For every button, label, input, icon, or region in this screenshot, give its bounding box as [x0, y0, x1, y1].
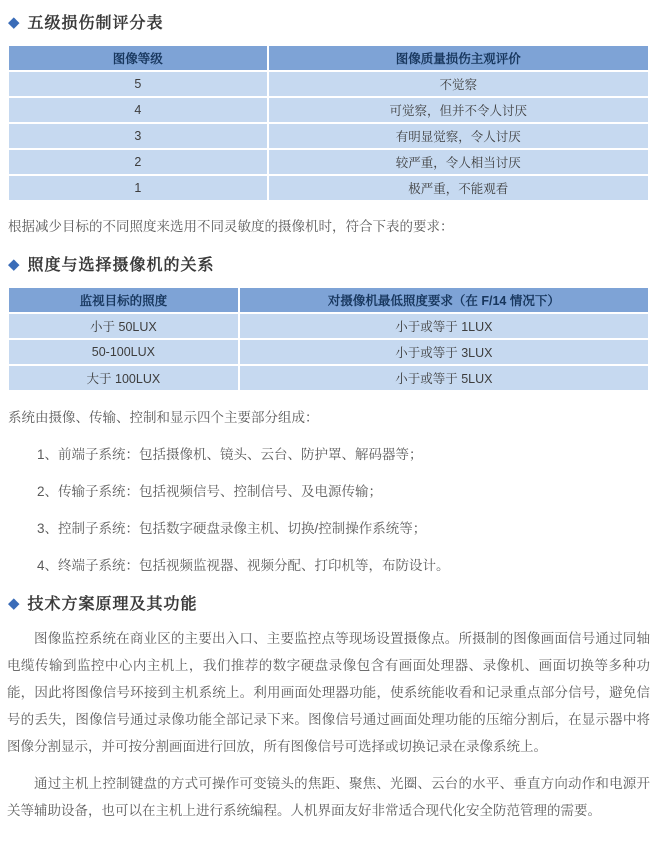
table-cell-evaluation: 可觉察，但并不令人讨厌: [268, 97, 649, 123]
section-title-damage-rating: [8, 10, 650, 33]
table-row: [8, 339, 649, 365]
table-cell-grade: 1: [8, 175, 268, 201]
list-item-transmission: 2、传输子系统：包括视频信号、控制信号、及电源传输；: [37, 484, 383, 499]
section-title-principle: [8, 591, 650, 614]
table-cell-lux: 小于 50LUX: [8, 313, 239, 339]
section-title-illuminance: [8, 252, 650, 275]
note-paragraph: 根据减少目标的不同照度来选用不同灵敏度的摄像机时，符合下表的要求：: [8, 219, 454, 234]
damage-rating-table: [7, 44, 650, 202]
table-cell-evaluation: 有明显觉察，令人讨厌: [268, 123, 649, 149]
subsystem-list: [7, 443, 650, 574]
table-cell-requirement: 小于或等于 1LUX: [239, 313, 649, 339]
table-header-cell: 图像等级: [8, 45, 268, 71]
principle-paragraph: 通过主机上控制键盘的方式可操作可变镜头的焦距、聚焦、光圈、云台的水平、垂直方向动作和电源开关等辅助设备，也可以在主机上进行系统编程。人机界面友好非常适合现代化安全防范管理的需要。: [7, 776, 650, 818]
list-item-front-end: 1、前端子系统：包括摄像机、镜头、云台、防护罩、解码器等；: [37, 447, 423, 462]
diamond-icon: ◆: [8, 13, 21, 31]
principle-paragraph: 图像监控系统在商业区的主要出入口、主要监控点等现场设置摄像点。所摄制的图像画面信号通过同轴电缆传输到监控中心内主机上，我们推荐的数字硬盘录像包含有画面处理器、录像机、画面切换等多种功能，因此将图像信号环接到主机系统上。利用画面处理器功能，使系统能收看和记录重点部分信号，避免信号的丢失，图像信号通过录像功能全部记录下来。图像信号通过画面处理功能的压缩分割后，在显示器中将图像分割显示，并可按分割画面进行回放，所有图像信号可选择或切换记录在录像系统上。: [7, 631, 650, 754]
table-row: [8, 365, 649, 391]
table-row: [8, 71, 649, 97]
table-row: [8, 149, 649, 175]
section-title-text: 五级损伤制评分表: [27, 15, 164, 32]
table-row: [8, 175, 649, 201]
diamond-icon: ◆: [8, 594, 21, 612]
table-row: [8, 313, 649, 339]
table-header-cell: 图像质量损伤主观评价: [268, 45, 649, 71]
table-cell-evaluation: 较严重，令人相当讨厌: [268, 149, 649, 175]
illuminance-camera-table: [7, 286, 650, 392]
table-header-row: [8, 287, 649, 313]
table-header-cell: 对摄像机最低照度要求（在 F/14 情况下）: [239, 287, 649, 313]
list-item-control: 3、控制子系统：包括数字硬盘录像主机、切换/控制操作系统等；: [37, 521, 427, 536]
list-item-terminal: 4、终端子系统：包括视频监视器、视频分配、打印机等，布防设计。: [37, 558, 450, 573]
table-cell-evaluation: 极严重，不能观看: [268, 175, 649, 201]
table-cell-requirement: 小于或等于 5LUX: [239, 365, 649, 391]
table-cell-lux: 50-100LUX: [8, 339, 239, 365]
table-cell-grade: 5: [8, 71, 268, 97]
table-cell-lux: 大于 100LUX: [8, 365, 239, 391]
diamond-icon: ◆: [8, 255, 21, 273]
table-cell-evaluation: 不觉察: [268, 71, 649, 97]
table-cell-grade: 4: [8, 97, 268, 123]
table-header-cell: 监视目标的照度: [8, 287, 239, 313]
section-title-text: 照度与选择摄像机的关系: [27, 257, 215, 274]
table-cell-grade: 2: [8, 149, 268, 175]
table-cell-grade: 3: [8, 123, 268, 149]
table-header-row: [8, 45, 649, 71]
table-row: [8, 123, 649, 149]
section-title-text: 技术方案原理及其功能: [27, 596, 198, 613]
system-intro-paragraph: 系统由摄像、传输、控制和显示四个主要部分组成：: [8, 410, 319, 425]
table-row: [8, 97, 649, 123]
table-cell-requirement: 小于或等于 3LUX: [239, 339, 649, 365]
